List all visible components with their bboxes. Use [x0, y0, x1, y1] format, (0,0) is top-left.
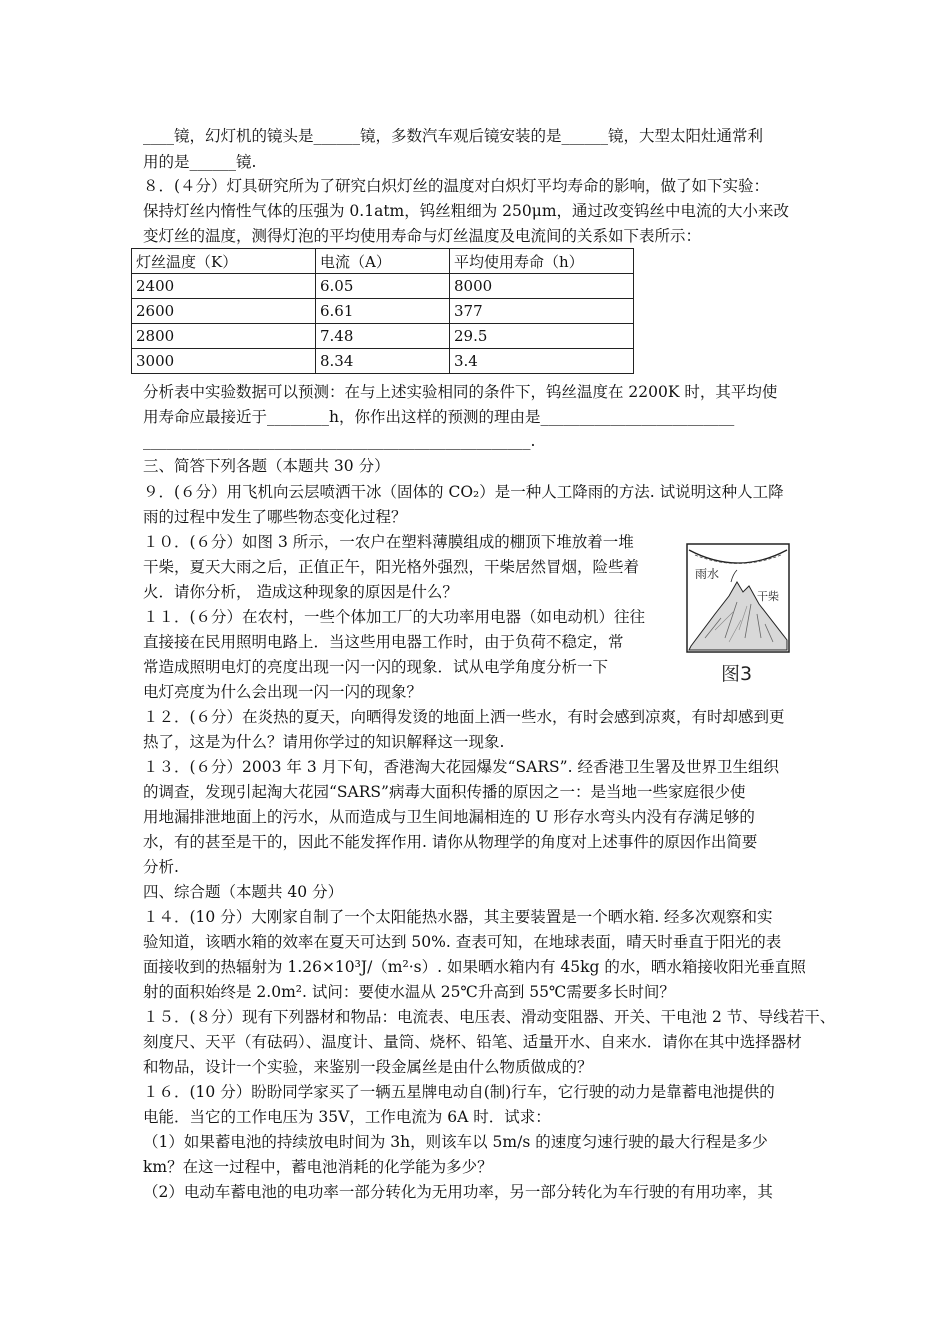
- table-cell: 377: [450, 299, 634, 324]
- text-line: （1）如果蓄电池的持续放电时间为 3h，则该车以 5m/s 的速度匀速行驶的最大行程是多少: [143, 1133, 768, 1151]
- text-line: 保持灯丝内惰性气体的压强为 0.1atm，钨丝粗细为 250μm，通过改变钨丝中电流的大小来改: [143, 202, 790, 220]
- data-table: [131, 248, 634, 374]
- text-line: 热了，这是为什么？请用你学过的知识解释这一现象.: [143, 733, 505, 751]
- text-line: 用寿命应最接近于________h，你作出这样的预测的理由是_________________________: [143, 408, 735, 426]
- text-line: 的调查，发现引起淘大花园“SARS”病毒大面积传播的原因之一：是当地一些家庭很少使: [143, 783, 746, 801]
- question-15: １５．(８分）现有下列器材和物品：电流表、电压表、滑动变阻器、开关、干电池 2 节、导线若干、: [143, 1008, 836, 1026]
- text-line: 电能．当它的工作电压为 35V，工作电流为 6A 时．试求：: [143, 1108, 551, 1126]
- figure-label-rain: 雨水: [695, 567, 720, 581]
- text-line: 火．请你分析， 造成这种现象的原因是什么？: [143, 583, 458, 601]
- text-line: 射的面积始终是 2.0m². 试问：要使水温从 25℃升高到 55℃需要多长时间？: [143, 983, 675, 1001]
- question-11: １１．(６分）在农村，一些个体加工厂的大功率用电器（如电动机）往往: [143, 608, 646, 626]
- table-header: 灯丝温度（K）: [132, 249, 316, 274]
- table-cell: 3000: [132, 349, 316, 374]
- table-header-row: [132, 249, 634, 274]
- table-cell: 3.4: [450, 349, 634, 374]
- text-line: km？在这一过程中，蓄电池消耗的化学能为多少？: [143, 1158, 493, 1176]
- text-line: 雨的过程中发生了哪些物态变化过程？: [143, 508, 407, 526]
- text-line: 用的是______镜.: [143, 153, 257, 171]
- text-line: ____镜，幻灯机的镜头是______镜，多数汽车观后镜安装的是______镜，大型太阳灶通常利: [143, 127, 764, 145]
- table-cell: 8.34: [316, 349, 450, 374]
- table-cell: 2800: [132, 324, 316, 349]
- question-8: ８．(４分）灯具研究所为了研究白炽灯丝的温度对白炽灯平均寿命的影响，做了如下实验：: [143, 177, 770, 195]
- text-line: __________________________________________________.: [143, 432, 536, 450]
- text-line: 分析表中实验数据可以预测：在与上述实验相同的条件下，钨丝温度在 2200K 时，其平均使: [143, 383, 778, 401]
- text-line: 和物品，设计一个实验，来鉴别一段金属丝是由什么物质做成的？: [143, 1058, 593, 1076]
- text-line: 刻度尺、天平（有砝码）、温度计、量筒、烧杯、铅笔、适量开水、自来水．请你在其中选择器材: [143, 1033, 802, 1051]
- text-line: 面接收到的热辐射为 1.26×10³J/（m²·s）. 如果晒水箱内有 45kg 的水，晒水箱接收阳光垂直照: [143, 958, 806, 976]
- text-line: 用地漏排泄地面上的污水，从而造成与卫生间地漏相连的 U 形存水弯头内没有存满足够的: [143, 808, 755, 826]
- table-cell: 6.05: [316, 274, 450, 299]
- question-12: １２．(６分）在炎热的夏天，向晒得发烫的地面上洒一些水，有时会感到凉爽，有时却感到更: [143, 708, 785, 726]
- table-row: [132, 274, 634, 299]
- text-line: （2）电动车蓄电池的电功率一部分转化为无用功率，另一部分转化为车行驶的有用功率，其: [143, 1183, 773, 1201]
- table-header: 平均使用寿命（h）: [450, 249, 634, 274]
- text-line: 分析.: [143, 858, 179, 876]
- text-line: 水，有的甚至是干的，因此不能发挥作用. 请你从物理学的角度对上述事件的原因作出简要: [143, 833, 758, 851]
- text-line: 电灯亮度为什么会出现一闪一闪的现象？: [143, 683, 423, 701]
- table-cell: 2600: [132, 299, 316, 324]
- text-line: 常造成照明电灯的亮度出现一闪一闪的现象．试从电学角度分析一下: [143, 658, 609, 676]
- question-9: ９．(６分）用飞机向云层喷洒干冰（固体的 CO₂）是一种人工降雨的方法. 试说明这种人工降: [143, 483, 784, 501]
- question-14: １４．(10 分）大刚家自制了一个太阳能热水器，其主要装置是一个晒水箱. 经多次观察和实: [143, 908, 773, 926]
- section-heading: 三、简答下列各题（本题共 30 分）: [143, 457, 390, 475]
- table-cell: 29.5: [450, 324, 634, 349]
- shed-illustration: [685, 542, 793, 688]
- table-row: [132, 349, 634, 374]
- table-cell: 8000: [450, 274, 634, 299]
- text-line: 验知道，该晒水箱的效率在夏天可达到 50%. 查表可知，在地球表面，晴天时垂直于阳光的表: [143, 933, 782, 951]
- question-16: １６．(10 分）盼盼同学家买了一辆五星牌电动自(制)行车，它行驶的动力是靠蓄电池提供的: [143, 1083, 775, 1101]
- table-cell: 7.48: [316, 324, 450, 349]
- question-13: １３．(６分）2003 年 3 月下旬，香港淘大花园爆发“SARS”. 经香港卫生署及世界卫生组织: [143, 758, 779, 776]
- table-row: [132, 324, 634, 349]
- text-line: 直接接在民用照明电路上．当这些用电器工作时，由于负荷不稳定，常: [143, 633, 624, 651]
- table-cell: 6.61: [316, 299, 450, 324]
- figure-caption: 图3: [721, 663, 753, 685]
- table-row: [132, 299, 634, 324]
- section-heading: 四、综合题（本题共 40 分）: [143, 883, 344, 901]
- question-10: １０．(６分）如图 3 所示，一农户在塑料薄膜组成的棚顶下堆放着一堆: [143, 533, 634, 551]
- text-line: 变灯丝的温度，测得灯泡的平均使用寿命与灯丝温度及电流间的关系如下表所示：: [143, 227, 702, 245]
- table-cell: 2400: [132, 274, 316, 299]
- figure-3: [685, 542, 793, 688]
- text-line: 干柴，夏天大雨之后，正值正午，阳光格外强烈，干柴居然冒烟，险些着: [143, 558, 640, 576]
- table-header: 电流（A）: [316, 249, 450, 274]
- figure-label-wood: 干柴: [757, 590, 779, 603]
